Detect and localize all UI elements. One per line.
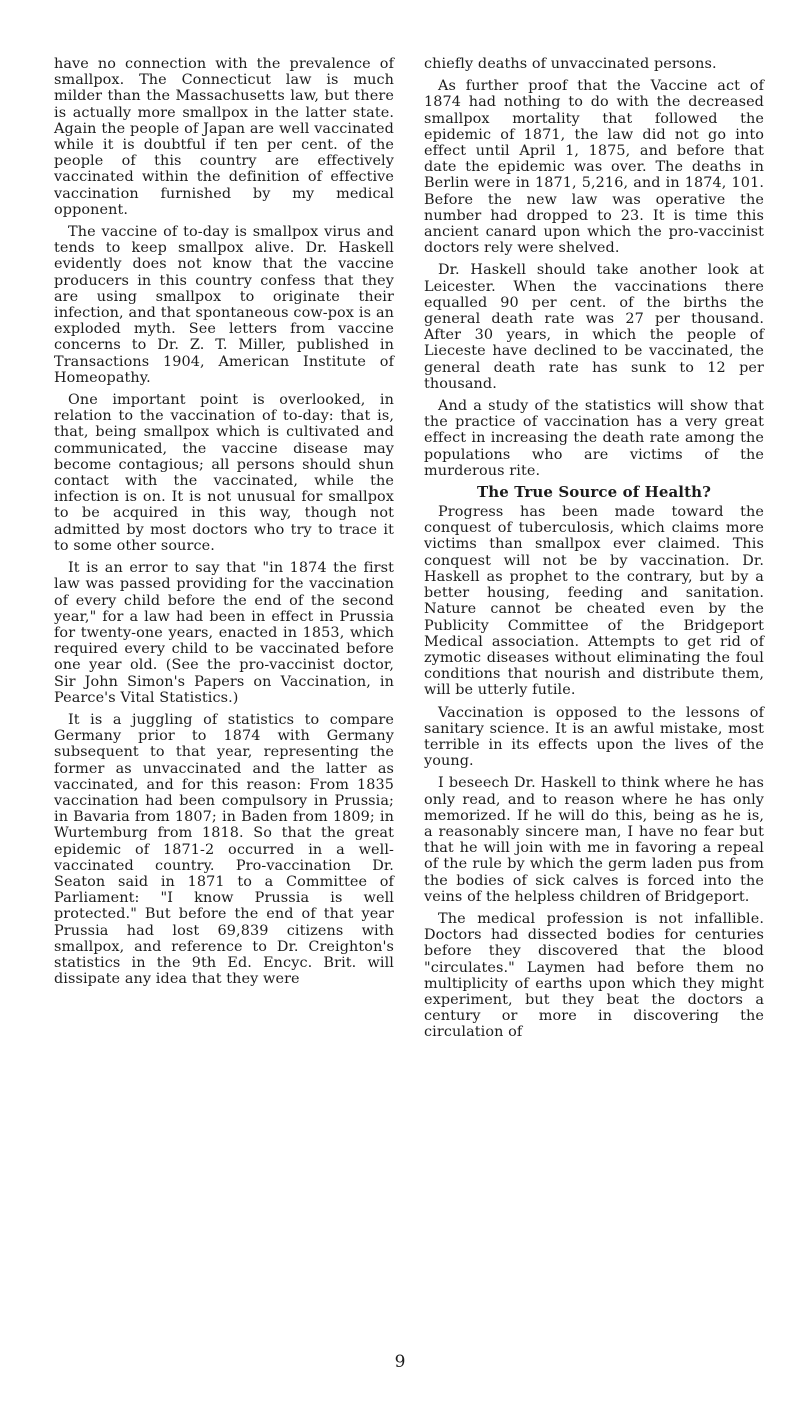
section-heading: The True Source of Health? (476, 483, 712, 502)
right-paragraph-3: Dr. Haskell should take another look at Leicester. When the vaccinations there equalled 90 per cent. of the births the general death rate was 27 per thousand. After 30 years, in which the people of Lieceste have declined to be vaccinated, the general death rate has sunk to 12 per thousand. (424, 262, 764, 392)
right-column (424, 56, 764, 1041)
right-paragraph-5: Progress has been made toward the conquest of tuberculosis, which claims more victims than smallpox ever claimed. This conquest will not be by vaccination. Dr. Haskell as prophet to the contrary, but by a better housing, feeding and sanitation. Nature cannot be cheated even by the Publicity Committee of the Bridgeport Medical association. Attempts to get rid of zymotic diseases without eliminating the foul conditions that nourish and distribute them, will be utterly futile. (424, 504, 764, 699)
right-paragraph-7: I beseech Dr. Haskell to think where he has only read, and to reason where he has only memorized. If he will do this, being as he is, a reasonably sincere man, I have no fear but that he will join with me in favoring a repeal of the rule by which the germ laden pus from the bodies of sick calves is forced into the veins of the helpless children of Bridgeport. (424, 775, 764, 905)
right-paragraph-4: And a study of the statistics will show that the practice of vaccination has a very great effect in increasing the death rate among the populations who are victims of the murderous rite. (424, 398, 764, 479)
left-paragraph-1: have no connection with the prevalence of smallpox. The Connecticut law is much milder than the Massachusetts law, but there is actually more smallpox in the latter state. Again the people of Japan are well vaccinated while it is doubtful if ten per cent. of the people of this country are effectively vaccinated within the definition of effective vaccination furnished by my medical opponent. (54, 56, 394, 218)
page-number: 9 (394, 1352, 406, 1372)
right-paragraph-2: As further proof that the Vaccine act of 1874 had nothing to do with the decreased smallpox mortality that followed the epidemic of 1871, the law did not go into effect until April 1, 1875, and before that date the epidemic was over. The deaths in Berlin were in 1871, 5,216, and in 1874, 101. Before the new law was operative the number had dropped to 23. It is time this ancient canard upon which the pro-vaccinist doctors rely were shelved. (424, 78, 764, 257)
right-paragraph-8: The medical profession is not infallible. Doctors had dissected bodies for centuries before they discovered that the blood "circulates." Laymen had before them no multiplicity of earths upon which they might experiment, but they beat the doctors a century or more in discovering the circulation of (424, 910, 764, 1041)
left-paragraph-2: The vaccine of to-day is smallpox virus and tends to keep smallpox alive. Dr. Haskell evidently does not know that the vaccine producers in this country confess that they are using smallpox to originate their infection, and that spontaneous cow-pox is an exploded myth. See letters from vaccine concerns to Dr. Z. T. Miller, published in Transactions 1904, American Institute of Homeopathy. (54, 224, 394, 386)
right-paragraph-1: chiefly deaths of unvaccinated persons. (424, 56, 717, 72)
left-paragraph-5: It is a juggling of statistics to compare Germany prior to 1874 with Germany subsequent to that year, representing the former as unvaccinated and the latter as vaccinated, and for this reason: From 1835 vaccination had been compulsory in Prussia; in Bavaria from 1807; in Baden from 1809; in Wurtemburg from 1818. So that the great epidemic of 1871-2 occurred in a well-vaccinated country. Pro-vaccination Dr. Seaton said in 1871 to a Committee of Parliament: "I know Prussia is well protected." But before the end of that year Prussia had lost 69,839 citizens with smallpox, and reference to Dr. Creighton's statistics in the 9th Ed. Encyc. Brit. will dissipate any idea that they were (54, 711, 394, 988)
right-paragraph-6: Vaccination is opposed to the lessons of sanitary science. It is an awful mistake, most terrible in its effects upon the lives of the young. (424, 704, 764, 770)
left-paragraph-3: One important point is overlooked, in relation to the vaccination of to-day: that is, that, being smallpox which is cultivated and communicated, the vaccine disease may become contagious; all persons should shun contact with the vaccinated, while the infection is on. It is not unusual for smallpox to be acquired in this way, though not admitted by most doctors who try to trace it to some other source. (54, 392, 394, 554)
left-paragraph-4: It is an error to say that "in 1874 the first law was passed providing for the vaccination of every child before the end of the second year," for a law had been in effect in Prussia for twenty-one years, enacted in 1853, which required every child to be vaccinated before one year old. (See the pro-vaccinist doctor, Sir John Simon's Papers on Vaccination, in Pearce's Vital Statistics.) (54, 560, 394, 706)
left-column (54, 56, 394, 987)
